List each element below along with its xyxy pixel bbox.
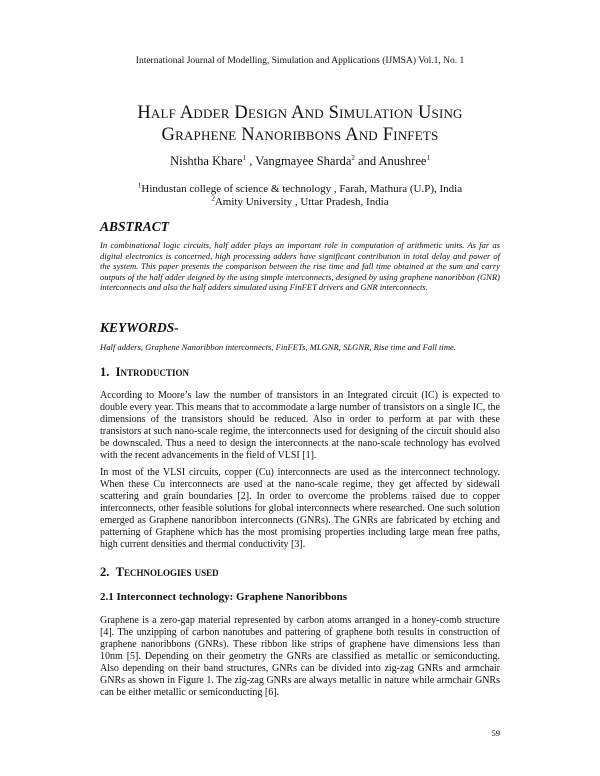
keywords-heading: KEYWORDS- <box>100 320 179 335</box>
body-paragraph: According to Moore’s law the number of transistors in an Integrated circuit (IC) is expected to double every year. This means that to accommodate a large number of transistors on a single IC, the dimensions of the transistors should be reduced. Also in order to perform at par with these transistors at such nano-scale regime, the interconnects used for designing of the circuit should also be downscaled. Thus a need to design the interconnects at the nano-scale technology has evolved with the recent advancements in the field of VLSI [1]. <box>100 390 500 461</box>
journal-header: International Journal of Modelling, Simulation and Applications (IJMSA) Vol.1, No. 1 <box>135 56 465 66</box>
author-superscript: 1 <box>242 153 247 162</box>
affiliation-text: Hindustan college of science & technology , Farah, Mathura (U.P), India <box>141 183 463 195</box>
author-name: Vangmayee Sharda <box>255 154 352 168</box>
section-title: Technologies used <box>115 565 219 579</box>
author-name: Anushree <box>378 154 427 168</box>
affiliations <box>0 183 600 208</box>
body-paragraph: Graphene is a zero-gap material represented by carbon atoms arranged in a honey-comb structure [4]. The unzipping of carbon nanotubes and pattering of graphene both results in construction of graphene nanoribbons (GNRs). These ribbon like strips of graphene have dimensions less than 10nm [5]. Depending on their geometry the GNRs are classified as metallic or semiconducting. Also depending on their band structures, GNRs can be divided into zig-zag GNRs and armchair GNRs as shown in Figure 1. The zig-zag GNRs are always metallic in nature while armchair GNRs can be either metallic or semiconducting [6]. <box>100 615 500 698</box>
section-title: Introduction <box>115 365 189 379</box>
affiliation-line <box>0 183 600 196</box>
abstract-text: In combinational logic circuits, half adder plays an important role in computation of arithmetic units. As far as digital electronics is concerned, high processing adders have significant contribution in total delay and power of the system. This paper presents the comparison between the rise time and fall time obtained at the sum and carry outputs of the half adder deigned by the using simple interconnects, designed by using graphene nanoribbon (GNR) interconnects and also the half adders simulated using FinFET drivers and GNR interconnects. <box>100 240 500 293</box>
author-name: Nishtha Khare <box>170 154 243 168</box>
affiliation-superscript: 2 <box>211 193 215 202</box>
author-separator: and <box>354 154 379 168</box>
title-line-2: Graphene Nanoribbons And Finfets <box>161 125 439 145</box>
author-superscript: 2 <box>351 153 355 162</box>
section-heading-introduction <box>100 365 189 380</box>
affiliation-line <box>0 193 600 209</box>
section-number: 2. <box>100 565 110 579</box>
abstract-heading: ABSTRACT <box>100 219 170 234</box>
author-superscript: 1 <box>426 153 430 162</box>
page-number: 59 <box>491 728 500 738</box>
paper-title <box>60 102 540 146</box>
keywords-text: Half adders, Graphene Nanoribbon interconnects, FinFETs, MLGNR, SLGNR, Rise time and Fall time. <box>100 342 456 352</box>
affiliation-text: Amity University , Uttar Pradesh, India <box>214 195 389 208</box>
author-separator: , <box>246 154 256 168</box>
body-paragraph: In most of the VLSI circuits, copper (Cu) interconnects are used as the interconnect technology. When these Cu interconnects are used at the nano-scale regime, they get affected by sidewall scattering and grain boundaries [2]. In order to overcome the problems raised due to copper interconnects, other feasible solutions for global interconnects where researched. One such solution emerged as Graphene nanoribbon interconnects (GNRs). The GNRs are fabricated by etching and patterning of Graphene which has the most promising properties including large mean free paths, high current densities and thermal conductivity [3]. <box>100 467 500 550</box>
affiliation-superscript: 1 <box>137 181 142 190</box>
section-heading-technologies <box>100 565 219 580</box>
subsection-heading: 2.1 Interconnect technology: Graphene Nanoribbons <box>100 591 347 603</box>
title-line-1: Half Adder Design And Simulation Using <box>137 103 463 123</box>
author-list <box>0 154 600 169</box>
section-number: 1. <box>100 365 110 379</box>
